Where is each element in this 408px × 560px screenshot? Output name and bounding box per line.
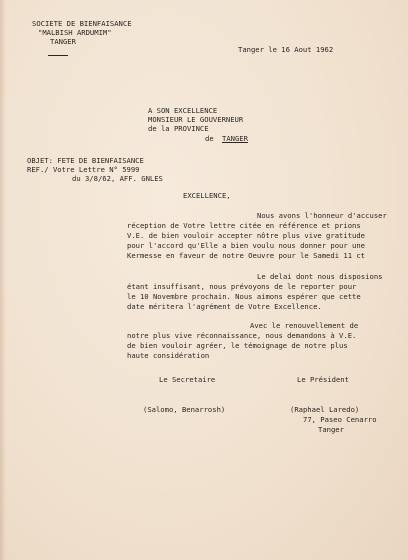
paragraph-1-line-3: V.E. de bien vouloir accepter nôtre plus vive gratitude — [127, 231, 365, 240]
salutation: EXCELLENCE, — [183, 191, 231, 200]
paragraph-2-line-2: étant insuffisant, nous prévoyons de le reporter pour — [127, 282, 357, 291]
paragraph-3-line-2: notre plus vive réconnaissance, nous demandons à V.E. — [127, 331, 357, 340]
letterhead-rule — [48, 55, 68, 56]
paper-edge-left — [0, 0, 6, 560]
secretary-title: Le Secretaire — [159, 375, 216, 384]
paragraph-1-line-2: réception de Votre lettre citée en référence et prions — [127, 221, 361, 230]
society-subname: "MALBISH ARDUMIM" — [38, 28, 112, 37]
president-title: Le Président — [297, 375, 349, 384]
paragraph-3-line-4: haute considération — [127, 351, 210, 360]
paragraph-1-line-1: Nous avons l'honneur d'accuser — [257, 211, 387, 220]
president-name: (Raphael Laredo) — [290, 405, 360, 414]
reference-line: REF./ Votre Lettre N° 5999 — [27, 165, 140, 174]
recipient-line-1: A SON EXCELLENCE — [148, 106, 218, 115]
society-name: SOCIETE DE BIENFAISANCE — [32, 19, 132, 28]
recipient-line-2: MONSIEUR LE GOUVERNEUR — [148, 115, 244, 124]
paragraph-1-line-4: pour l'accord qu'Elle a bien voulu nous donner pour une — [127, 241, 365, 250]
recipient-city: TANGER — [222, 134, 248, 143]
subject-line: OBJET: FETE DE BIENFAISANCE — [27, 156, 144, 165]
address-line-2: Tanger — [318, 425, 344, 434]
reference-date-line: du 3/8/62, AFF. GNLES — [72, 174, 163, 183]
recipient-line-3: de la PROVINCE — [148, 124, 209, 133]
paragraph-3-line-1: Avec le renouvellement de — [250, 321, 359, 330]
paragraph-1-line-5: Kermesse en faveur de notre Oeuvre pour le Samedi 11 ct — [127, 251, 365, 260]
society-city: TANGER — [50, 37, 76, 46]
paragraph-3-line-3: de bien vouloir agréer, le témoignage de notre plus — [127, 341, 348, 350]
recipient-line-4-prefix: de — [205, 134, 214, 143]
paragraph-2-line-3: le 10 Novembre prochain. Nous aimons espérer que cette — [127, 292, 361, 301]
paragraph-2-line-1: Le delai dont nous disposions — [257, 272, 383, 281]
letter-date: Tanger le 16 Aout 1962 — [238, 45, 334, 54]
address-line-1: 77, Paseo Cenarro — [303, 415, 377, 424]
secretary-names: (Salomo, Benarrosh) — [143, 405, 226, 414]
paragraph-2-line-4: date méritera l'agrément de Votre Excellence. — [127, 302, 322, 311]
